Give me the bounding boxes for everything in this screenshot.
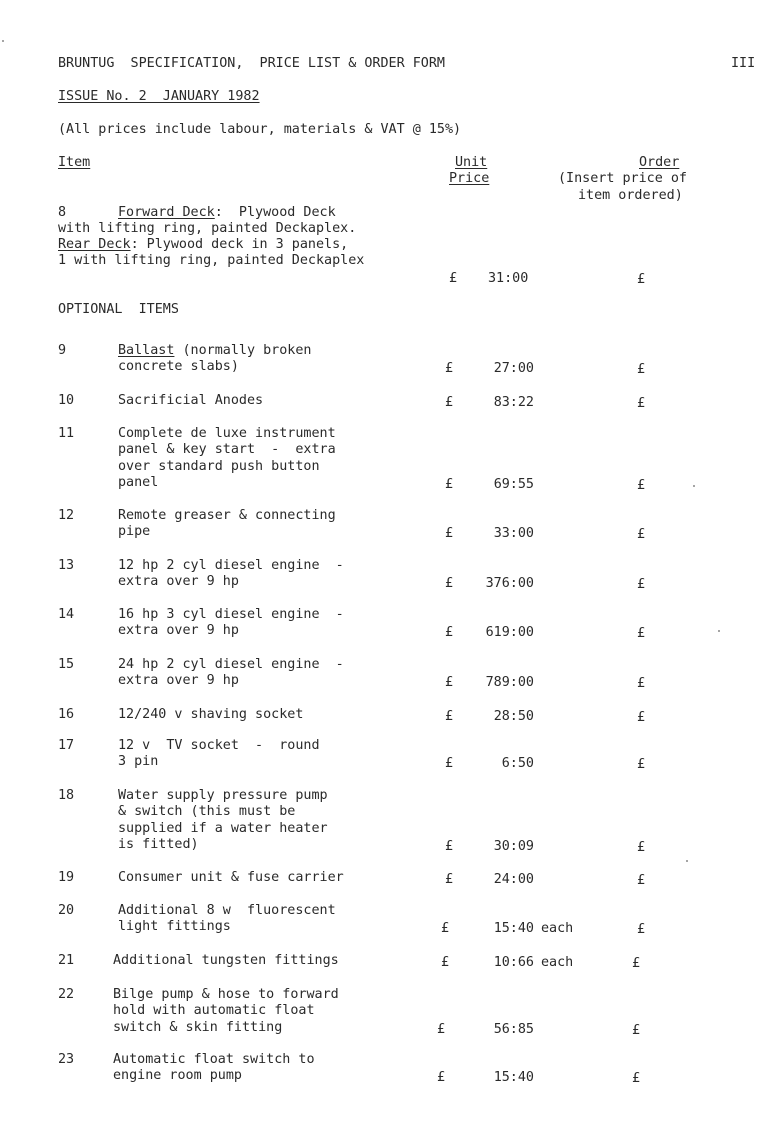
item-number: 14 — [58, 607, 75, 622]
item-order-field: £ — [632, 1071, 641, 1087]
item-description-line: Additional 8 w fluorescent — [118, 903, 336, 918]
document-title: BRUNTUG SPECIFICATION, PRICE LIST & ORDER FORM — [58, 56, 445, 71]
item-description-line: Sacrificial Anodes — [118, 393, 264, 408]
item-pound-sign: £ — [437, 1021, 446, 1037]
item-unit-price: 619:00 — [485, 625, 534, 641]
column-unit-heading: Unit — [455, 155, 488, 170]
item-description-line: extra over 9 hp — [118, 623, 239, 639]
item-description-line: 12 v TV socket - round — [118, 738, 320, 753]
item-unit-price: 27:00 — [493, 361, 534, 377]
item-order-field: £ — [632, 1022, 641, 1038]
item-unit-price: 28:50 — [493, 709, 534, 724]
item-description-line: Remote greaser & connecting — [118, 508, 336, 523]
item-description-line: Bilge pump & hose to forward — [113, 987, 339, 1002]
item-unit-price: 15:40 — [493, 921, 534, 937]
item-number: 19 — [58, 870, 75, 885]
item-description-line: 3 pin — [118, 754, 159, 770]
scan-speck — [686, 860, 688, 862]
column-order-note-1: (Insert price of — [558, 171, 687, 186]
item-pound-sign: £ — [441, 921, 450, 937]
item-description-line: extra over 9 hp — [118, 673, 239, 689]
item-unit-price: 376:00 — [485, 576, 534, 592]
item-unit-price: 69:55 — [493, 477, 534, 493]
item-pound-sign: £ — [445, 576, 454, 592]
item-8-pound: £ — [449, 271, 458, 286]
item-each-label: each — [541, 921, 574, 937]
rear-deck-label: Rear Deck — [58, 237, 131, 252]
item-unit-price: 10:66 — [493, 955, 534, 970]
item-description-line — [118, 343, 312, 360]
item-number: 17 — [58, 738, 75, 753]
item-description-line: is fitted) — [118, 837, 199, 853]
item-number: 10 — [58, 393, 75, 408]
item-description-line: 12/240 v shaving socket — [118, 707, 304, 722]
item-8-line-2: with lifting ring, painted Deckaplex. — [58, 221, 357, 236]
item-description-line: & switch (this must be — [118, 804, 296, 820]
item-number: 23 — [58, 1052, 75, 1067]
item-description-line: concrete slabs) — [118, 359, 239, 375]
item-order-field: £ — [637, 873, 646, 888]
item-order-field: £ — [637, 626, 646, 642]
optional-items-heading: OPTIONAL ITEMS — [58, 302, 179, 317]
item-pound-sign: £ — [445, 872, 454, 887]
item-8-line-1: Forward Deck: Plywood Deck — [118, 205, 336, 220]
item-number: 18 — [58, 788, 75, 803]
item-order-field: £ — [637, 840, 646, 856]
column-price-heading: Price — [449, 171, 490, 186]
item-unit-price: 15:40 — [493, 1070, 534, 1086]
item-unit-price: 56:85 — [493, 1021, 534, 1037]
item-order-field: £ — [637, 527, 646, 543]
item-number: 21 — [58, 953, 75, 968]
item-description-line: light fittings — [118, 919, 231, 935]
column-item-heading: Item — [58, 155, 91, 170]
item-description-line: panel — [118, 475, 159, 491]
column-order-heading: Order — [639, 155, 680, 170]
item-order-field: £ — [637, 710, 646, 725]
scan-speck — [718, 630, 720, 632]
item-description-line: Additional tungsten fittings — [113, 953, 339, 968]
item-order-field: £ — [637, 676, 646, 692]
item-number: 12 — [58, 508, 75, 523]
item-description-line: 12 hp 2 cyl diesel engine - — [118, 558, 344, 573]
item-pound-sign: £ — [445, 477, 454, 493]
item-underlined-label: Ballast — [118, 343, 175, 358]
item-each-label: each — [541, 955, 574, 970]
item-unit-price: 6:50 — [501, 756, 534, 772]
item-order-field: £ — [637, 922, 646, 938]
item-description-line: Consumer unit & fuse carrier — [118, 870, 344, 885]
page-number: III — [731, 56, 756, 71]
item-number: 22 — [58, 987, 75, 1002]
item-number: 20 — [58, 903, 75, 918]
item-description-line: pipe — [118, 524, 151, 540]
item-order-field: £ — [632, 956, 641, 971]
item-8-line-4: 1 with lifting ring, painted Deckaplex — [58, 253, 365, 268]
item-description-line: Automatic float switch to — [113, 1052, 315, 1067]
item-8-order: £ — [637, 272, 646, 287]
item-number: 13 — [58, 558, 75, 573]
item-pound-sign: £ — [445, 709, 454, 724]
item-pound-sign: £ — [445, 625, 454, 641]
item-pound-sign: £ — [445, 361, 454, 377]
item-order-field: £ — [637, 757, 646, 773]
item-unit-price: 789:00 — [485, 675, 534, 691]
item-pound-sign: £ — [445, 756, 454, 772]
item-order-field: £ — [637, 478, 646, 494]
item-order-field: £ — [637, 362, 646, 378]
item-description-line: 16 hp 3 cyl diesel engine - — [118, 607, 344, 622]
item-description-line: extra over 9 hp — [118, 574, 239, 590]
item-description-rest: (normally broken — [174, 343, 312, 358]
item-pound-sign: £ — [445, 839, 454, 855]
item-description-line: over standard push button — [118, 458, 320, 474]
item-order-field: £ — [637, 577, 646, 593]
column-order-note-2: item ordered) — [578, 188, 683, 203]
item-8-line-3: Rear Deck: Plywood deck in 3 panels, — [58, 237, 349, 252]
item-unit-price: 30:09 — [493, 839, 534, 855]
item-8-number: 8 — [58, 205, 67, 220]
item-description-line: panel & key start - extra — [118, 442, 336, 458]
item-pound-sign: £ — [445, 395, 454, 410]
price-note: (All prices include labour, materials & VAT @ 15%) — [58, 122, 462, 137]
item-pound-sign: £ — [445, 675, 454, 691]
item-description-line: Water supply pressure pump — [118, 788, 328, 803]
item-number: 9 — [58, 343, 67, 358]
item-unit-price: 83:22 — [493, 395, 534, 410]
item-pound-sign: £ — [437, 1070, 446, 1086]
item-description-line: supplied if a water heater — [118, 820, 328, 836]
item-order-field: £ — [637, 396, 646, 411]
item-number: 11 — [58, 426, 75, 441]
item-unit-price: 24:00 — [493, 872, 534, 887]
issue-line: ISSUE No. 2 JANUARY 1982 — [58, 89, 260, 104]
item-number: 15 — [58, 657, 75, 672]
item-description-line: engine room pump — [113, 1068, 242, 1084]
forward-deck-label: Forward Deck — [118, 205, 215, 220]
item-8-price: 31:00 — [488, 271, 529, 286]
item-description-line: hold with automatic float — [113, 1003, 315, 1019]
item-pound-sign: £ — [441, 955, 450, 970]
item-number: 16 — [58, 707, 75, 722]
item-description-line: 24 hp 2 cyl diesel engine - — [118, 657, 344, 672]
item-unit-price: 33:00 — [493, 526, 534, 542]
item-description-line: Complete de luxe instrument — [118, 426, 336, 441]
item-description-line: switch & skin fitting — [113, 1019, 283, 1035]
item-pound-sign: £ — [445, 526, 454, 542]
scan-speck — [693, 485, 695, 487]
scan-speck — [2, 40, 4, 42]
